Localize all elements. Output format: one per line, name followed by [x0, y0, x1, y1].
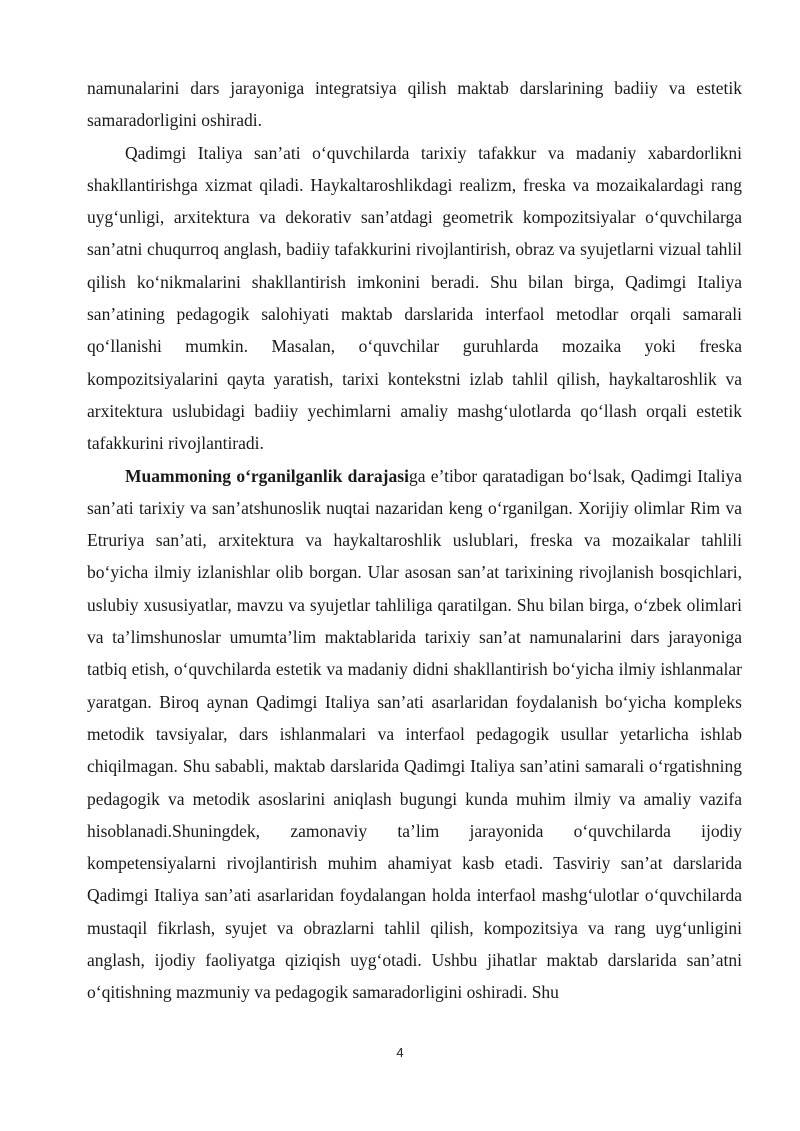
body-text: [87, 72, 742, 1009]
paragraph-research-level: [87, 460, 742, 1009]
paragraph-body: ga e’tibor qaratadigan bo‘lsak, Qadimgi Italiya san’ati tarixiy va san’atshunoslik nuqtai nazaridan keng o‘rganilgan. Xorijiy olimlar Rim va Etruriya san’ati, arxitektura va haykaltaroshlik uslublari, freska va mozaikalar tahlili bo‘yicha ilmiy izlanishlar olib borgan. Ular asosan san’at tarixining rivojlanish bosqichlari, uslubiy xususiyatlar, mavzu va syujetlar tahliliga qaratilgan. Shu bilan birga, o‘zbek olimlari va ta’limshunoslar umumta’lim maktablarida tarixiy san’at namunalarini dars jarayoniga tatbiq etish, o‘quvchilarda estetik va madaniy didni shakllantirish bo‘yicha ilmiy ishlanmalar yaratgan. Biroq aynan Qadimgi Italiya san’ati asarlaridan foydalanish bo‘yicha kompleks metodik tavsiyalar, dars ishlanmalari va interfaol pedagogik usullar yetarlicha ishlab chiqilmagan. Shu sababli, maktab darslarida Qadimgi Italiya san’atini samarali o‘rgatishning pedagogik va metodik asoslarini aniqlash bugungi kunda muhim ilmiy va amaliy vazifa hisoblanadi.Shuningdek, zamonaviy ta’lim jarayonida o‘quvchilarda ijodiy kompetensiyalarni rivojlantirish muhim ahamiyat kasb etadi. Tasviriy san’at darslarida Qadimgi Italiya san’ati asarlaridan foydalangan holda interfaol mashg‘ulotlar o‘quvchilarda mustaqil fikrlash, syujet va obrazlarni tahlil qilish, kompozitsiya va rang uyg‘unligini anglash, ijodiy faoliyatga qiziqish uyg‘otadi. Ushbu jihatlar maktab darslarida san’atni o‘qitishning mazmuniy va pedagogik samaradorligini oshiradi. Shu: [87, 465, 742, 1003]
paragraph-italy-art: Qadimgi Italiya san’ati o‘quvchilarda tarixiy tafakkur va madaniy xabardorlikni shakllantirishga xizmat qiladi. Haykaltaroshlikdagi realizm, freska va mozaikalardagi rang uyg‘unligi, arxitektura va dekorativ san’atdagi geometrik kompozitsiyalar o‘quvchilarga san’atni chuqurroq anglash, badiiy tafakkurini rivojlantirish, obraz va syujetlarni vizual tahlil qilish ko‘nikmalarini shakllantirish imkonini beradi. Shu bilan birga, Qadimgi Italiya san’atining pedagogik salohiyati maktab darslarida interfaol metodlar orqali samarali qo‘llanishi mumkin. Masalan, o‘quvchilar guruhlarda mozaika yoki freska kompozitsiyalarini qayta yaratish, tarixi kontekstni izlab tahlil qilish, haykaltaroshlik va arxitektura uslubidagi badiiy yechimlarni amaliy mashg‘ulotlarda qo‘llash orqali estetik tafakkurini rivojlantiradi.: [87, 142, 742, 454]
page-number: 4: [396, 1045, 404, 1060]
paragraph-continuation: namunalarini dars jarayoniga integratsiya qilish maktab darslarining badiiy va estetik samaradorligini oshiradi.: [87, 78, 742, 131]
paragraph-bold-lead: Muammoning o‘rganilganlik darajasi: [125, 465, 409, 486]
